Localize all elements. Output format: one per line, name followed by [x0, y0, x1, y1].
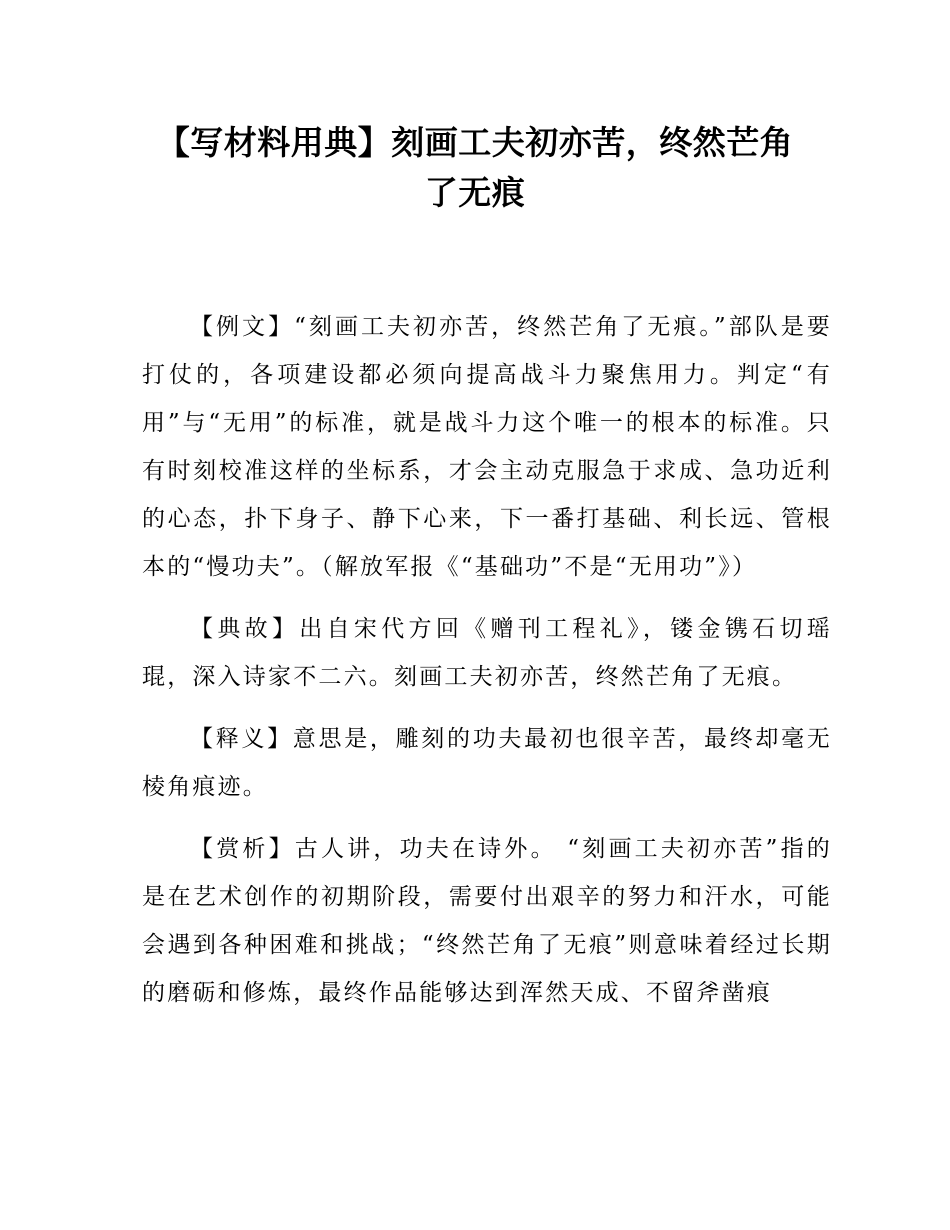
document-body [142, 303, 832, 1031]
paragraph-allusion: 【典故】出自宋代方回《赠刊工程礼》，镂金镌石切瑶琨，深入诗家不二六。刻画工夫初亦苦，终然芒角了无痕。 [142, 616, 832, 690]
title-line-2: 了无痕 [424, 173, 526, 212]
paragraph-appreciation: 【赏析】古人讲，功夫在诗外。 “刻画工夫初亦苦”指的是在艺术创作的初期阶段，需要付出艰辛的努力和汗水，可能会遇到各种困难和挑战；“终然芒角了无痕”则意味着经过长期的磨砺和修炼，最终作品能够达到浑然天成、不留斧凿痕 [142, 836, 832, 1006]
document-title [100, 118, 850, 218]
paragraph-example: 【例文】“刻画工夫初亦苦，终然芒角了无痕。”部队是要打仗的，各项建设都必须向提高战斗力聚焦用力。判定“有用”与“无用”的标准，就是战斗力这个唯一的根本的标准。只有时刻校准这样的坐标系，才会主动克服急于求成、急功近利的心态，扑下身子、静下心来，下一番打基础、利长远、管根本的“慢功夫”。（解放军报《“基础功”不是“无用功”》） [142, 314, 832, 580]
paragraph-meaning: 【释义】意思是，雕刻的功夫最初也很辛苦，最终却毫无棱角痕迹。 [142, 726, 832, 800]
title-line-1: 【写材料用典】刻画工夫初亦苦，终然芒角 [156, 123, 794, 162]
